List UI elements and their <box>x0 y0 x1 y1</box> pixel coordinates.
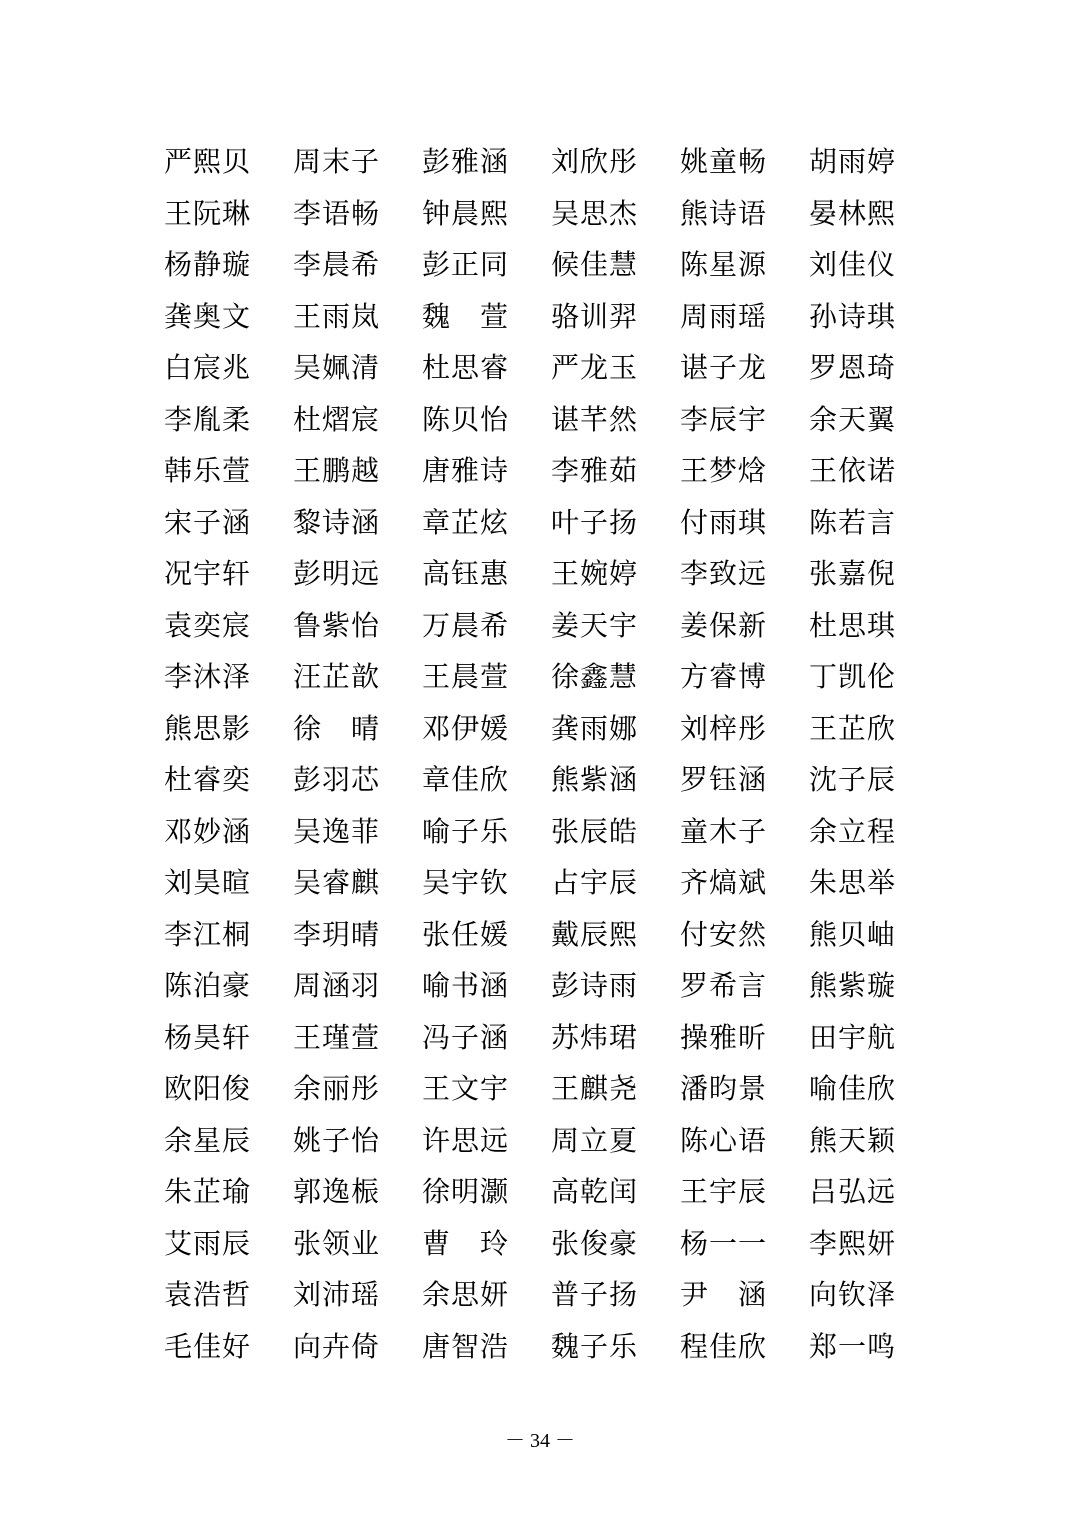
name-cell: 陈贝怡 <box>422 402 510 436</box>
name-cell: 田宇航 <box>809 1020 897 1054</box>
name-cell: 王宇辰 <box>680 1175 768 1208</box>
name-cell: 龚奥文 <box>164 299 252 333</box>
name-cell: 晏林熙 <box>809 196 897 230</box>
name-cell: 王梦焓 <box>680 454 768 487</box>
name-cell: 叶子扬 <box>551 505 639 539</box>
name-cell: 戴辰熙 <box>551 917 639 951</box>
name-cell: 陈若言 <box>809 505 897 539</box>
name-cell: 王瑾萱 <box>293 1020 381 1054</box>
name-cell: 徐鑫慧 <box>551 660 639 693</box>
name-cell: 李沐泽 <box>164 660 252 693</box>
name-cell: 彭雅涵 <box>422 145 510 178</box>
name-cell: 李辰宇 <box>680 402 768 436</box>
name-cell: 邓伊媛 <box>422 711 510 745</box>
name-cell: 王雨岚 <box>293 299 381 333</box>
name-cell: 吴姵清 <box>293 351 381 384</box>
name-cell: 尹 涵 <box>680 1278 768 1311</box>
name-cell: 齐熇斌 <box>680 866 768 899</box>
name-cell: 陈泊豪 <box>164 969 252 1002</box>
name-cell: 姚子怡 <box>293 1123 381 1157</box>
name-cell: 严龙玉 <box>551 351 639 384</box>
name-cell: 熊思影 <box>164 711 252 745</box>
name-cell: 钟晨熙 <box>422 196 510 230</box>
name-cell: 潘昀景 <box>680 1072 768 1105</box>
name-cell: 彭羽芯 <box>293 763 381 796</box>
name-cell: 李熙妍 <box>809 1226 897 1260</box>
name-cell: 骆训羿 <box>551 299 639 333</box>
page-number: － 34 － <box>505 1430 575 1452</box>
name-cell: 余丽彤 <box>293 1072 381 1105</box>
name-cell: 王婉婷 <box>551 557 639 590</box>
name-cell: 杨昊轩 <box>164 1020 252 1054</box>
name-cell: 张领业 <box>293 1226 381 1260</box>
name-cell: 李胤柔 <box>164 402 252 436</box>
name-cell: 艾雨辰 <box>164 1226 252 1260</box>
name-cell: 吴睿麒 <box>293 866 381 899</box>
name-cell: 韩乐萱 <box>164 454 252 487</box>
name-cell: 杜思琪 <box>809 608 897 642</box>
name-cell: 袁奕宸 <box>164 608 252 642</box>
name-cell: 余思妍 <box>422 1278 510 1311</box>
name-cell: 沈子辰 <box>809 763 897 796</box>
name-cell: 鲁紫怡 <box>293 608 381 642</box>
name-cell: 张任媛 <box>422 917 510 951</box>
name-cell: 李语畅 <box>293 196 381 230</box>
name-cell: 童木子 <box>680 814 768 848</box>
name-cell: 周雨瑶 <box>680 299 768 333</box>
name-cell: 李江桐 <box>164 917 252 951</box>
name-cell: 熊紫涵 <box>551 763 639 796</box>
name-cell: 汪芷歆 <box>293 660 381 693</box>
name-cell: 魏 萱 <box>422 299 510 333</box>
name-cell: 喻佳欣 <box>809 1072 897 1105</box>
name-cell: 谌子龙 <box>680 351 768 384</box>
name-cell: 章芷炫 <box>422 505 510 539</box>
name-cell: 付雨琪 <box>680 505 768 539</box>
name-cell: 杜睿奕 <box>164 763 252 796</box>
name-cell: 操雅昕 <box>680 1020 768 1054</box>
name-cell: 杜熠宸 <box>293 402 381 436</box>
name-cell: 黎诗涵 <box>293 505 381 539</box>
name-cell: 刘沛瑶 <box>293 1278 381 1311</box>
name-cell: 姜保新 <box>680 608 768 642</box>
name-cell: 邓妙涵 <box>164 814 252 848</box>
name-cell: 万晨希 <box>422 608 510 642</box>
name-cell: 普子扬 <box>551 1278 639 1311</box>
name-cell: 杨一一 <box>680 1226 768 1260</box>
name-cell: 余立程 <box>809 814 897 848</box>
name-cell: 程佳欣 <box>680 1329 768 1363</box>
name-cell: 付安然 <box>680 917 768 951</box>
name-cell: 严熙贝 <box>164 145 252 178</box>
name-cell: 方睿博 <box>680 660 768 693</box>
name-cell: 杨静璇 <box>164 248 252 281</box>
name-cell: 吴宇钦 <box>422 866 510 899</box>
name-cell: 胡雨婷 <box>809 145 897 178</box>
name-cell: 王阮琳 <box>164 196 252 230</box>
name-cell: 候佳慧 <box>551 248 639 281</box>
name-cell: 余天翼 <box>809 402 897 436</box>
name-cell: 龚雨娜 <box>551 711 639 745</box>
name-cell: 姚童畅 <box>680 145 768 178</box>
name-cell: 张嘉倪 <box>809 557 897 590</box>
name-cell: 彭明远 <box>293 557 381 590</box>
name-cell: 吴逸菲 <box>293 814 381 848</box>
name-cell: 郑一鸣 <box>809 1329 897 1363</box>
name-cell: 向钦泽 <box>809 1278 897 1311</box>
name-cell: 章佳欣 <box>422 763 510 796</box>
name-cell: 张俊豪 <box>551 1226 639 1260</box>
name-cell: 周末子 <box>293 145 381 178</box>
name-cell: 刘梓彤 <box>680 711 768 745</box>
name-cell: 李玥晴 <box>293 917 381 951</box>
name-cell: 喻书涵 <box>422 969 510 1002</box>
name-cell: 孙诗琪 <box>809 299 897 333</box>
name-cell: 喻子乐 <box>422 814 510 848</box>
name-cell: 刘昊暄 <box>164 866 252 899</box>
name-cell: 魏子乐 <box>551 1329 639 1363</box>
name-cell: 刘欣彤 <box>551 145 639 178</box>
name-cell: 王依诺 <box>809 454 897 487</box>
name-cell: 余星辰 <box>164 1123 252 1157</box>
name-cell: 张辰皓 <box>551 814 639 848</box>
name-cell: 冯子涵 <box>422 1020 510 1054</box>
name-cell: 王芷欣 <box>809 711 897 745</box>
name-cell: 朱思举 <box>809 866 897 899</box>
name-cell: 陈心语 <box>680 1123 768 1157</box>
name-cell: 曹 玲 <box>422 1226 510 1260</box>
name-cell: 高乾闰 <box>551 1175 639 1208</box>
name-cell: 苏炜珺 <box>551 1020 639 1054</box>
name-cell: 熊诗语 <box>680 196 768 230</box>
name-cell: 宋子涵 <box>164 505 252 539</box>
name-cell: 罗希言 <box>680 969 768 1002</box>
name-cell: 刘佳仪 <box>809 248 897 281</box>
name-cell: 李致远 <box>680 557 768 590</box>
name-cell: 唐雅诗 <box>422 454 510 487</box>
name-cell: 袁浩哲 <box>164 1278 252 1311</box>
name-cell: 熊天颖 <box>809 1123 897 1157</box>
name-cell: 李晨希 <box>293 248 381 281</box>
name-cell: 周涵羽 <box>293 969 381 1002</box>
name-cell: 白宸兆 <box>164 351 252 384</box>
name-cell: 徐 晴 <box>293 711 381 745</box>
name-cell: 吴思杰 <box>551 196 639 230</box>
name-cell: 罗恩琦 <box>809 351 897 384</box>
name-cell: 熊紫璇 <box>809 969 897 1002</box>
name-cell: 向卉倚 <box>293 1329 381 1363</box>
name-cell: 周立夏 <box>551 1123 639 1157</box>
name-cell: 王鹏越 <box>293 454 381 487</box>
name-cell: 罗钰涵 <box>680 763 768 796</box>
name-cell: 欧阳俊 <box>164 1072 252 1105</box>
name-cell: 王文宇 <box>422 1072 510 1105</box>
name-list-grid <box>164 136 924 1372</box>
name-cell: 杜思睿 <box>422 351 510 384</box>
name-cell: 彭正同 <box>422 248 510 281</box>
name-cell: 彭诗雨 <box>551 969 639 1002</box>
name-cell: 熊贝岫 <box>809 917 897 951</box>
name-cell: 占宇辰 <box>551 866 639 899</box>
name-cell: 徐明灏 <box>422 1175 510 1208</box>
name-cell: 王晨萱 <box>422 660 510 693</box>
name-cell: 许思远 <box>422 1123 510 1157</box>
name-cell: 丁凯伦 <box>809 660 897 693</box>
name-cell: 朱芷瑜 <box>164 1175 252 1208</box>
name-cell: 毛佳好 <box>164 1329 252 1363</box>
name-cell: 李雅茹 <box>551 454 639 487</box>
name-cell: 高钰惠 <box>422 557 510 590</box>
name-cell: 姜天宇 <box>551 608 639 642</box>
name-cell: 郭逸桭 <box>293 1175 381 1208</box>
name-cell: 王麒尧 <box>551 1072 639 1105</box>
name-cell: 谌芊然 <box>551 402 639 436</box>
name-cell: 吕弘远 <box>809 1175 897 1208</box>
name-cell: 陈星源 <box>680 248 768 281</box>
name-cell: 况宇轩 <box>164 557 252 590</box>
name-cell: 唐智浩 <box>422 1329 510 1363</box>
